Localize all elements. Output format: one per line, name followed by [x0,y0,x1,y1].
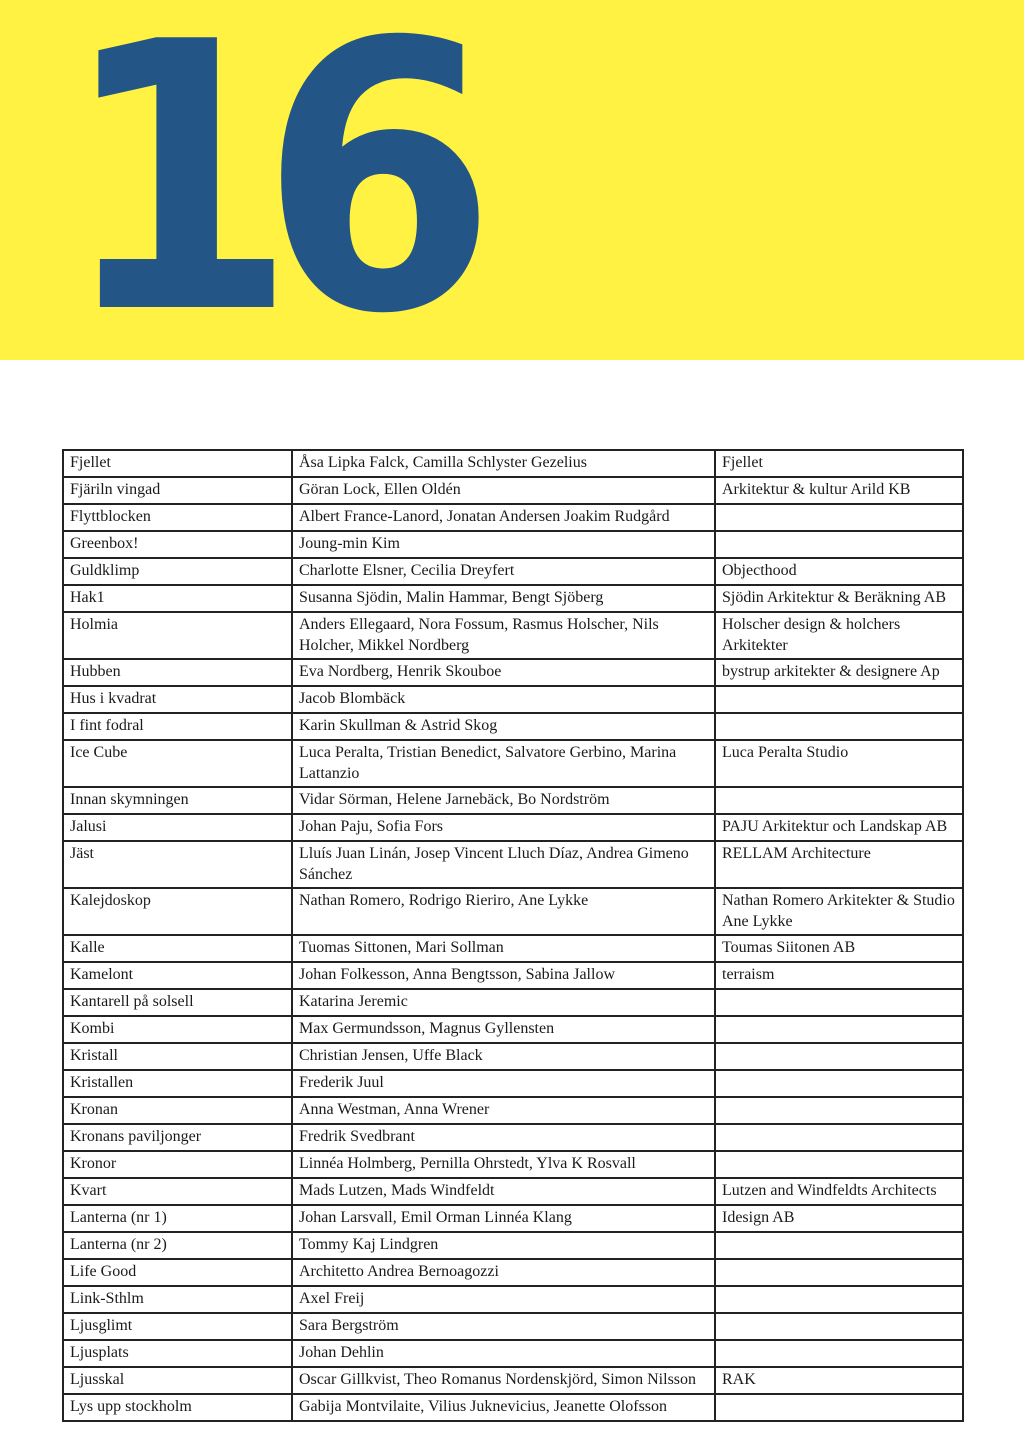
entry-name-cell: Kantarell på solsell [63,989,292,1016]
team-members-cell: Fredrik Svedbrant [292,1124,715,1151]
team-members-cell: Mads Lutzen, Mads Windfeldt [292,1178,715,1205]
table-row [63,740,963,787]
team-members-cell: Susanna Sjödin, Malin Hammar, Bengt Sjöberg [292,585,715,612]
entry-name-cell: I fint fodral [63,713,292,740]
team-members-cell: Vidar Sörman, Helene Jarnebäck, Bo Nordström [292,787,715,814]
table-row [63,1340,963,1367]
office-cell [715,1313,963,1340]
office-cell [715,1151,963,1178]
table-row [63,1205,963,1232]
team-members-cell: Joung-min Kim [292,531,715,558]
entry-name-cell: Kronans paviljonger [63,1124,292,1151]
table-row [63,612,963,659]
table-row [63,1043,963,1070]
office-cell: Luca Peralta Studio [715,740,963,787]
office-cell: Objecthood [715,558,963,585]
entry-name-cell: Lys upp stockholm [63,1394,292,1421]
table-row [63,558,963,585]
table-row [63,1367,963,1394]
entry-name-cell: Kalle [63,935,292,962]
entry-name-cell: Innan skymningen [63,787,292,814]
table-row [63,686,963,713]
entry-name-cell: Kombi [63,1016,292,1043]
table-row [63,1124,963,1151]
office-cell [715,1259,963,1286]
table-row [63,585,963,612]
team-members-cell: Axel Freij [292,1286,715,1313]
entry-name-cell: Ljusskal [63,1367,292,1394]
team-members-cell: Johan Dehlin [292,1340,715,1367]
entry-name-cell: Hak1 [63,585,292,612]
office-cell: terraism [715,962,963,989]
office-cell: Idesign AB [715,1205,963,1232]
office-cell [715,1286,963,1313]
team-members-cell: Åsa Lipka Falck, Camilla Schlyster Gezelius [292,450,715,477]
team-members-cell: Katarina Jeremic [292,989,715,1016]
office-cell [715,1232,963,1259]
office-cell [715,686,963,713]
table-row [63,1286,963,1313]
office-cell: Nathan Romero Arkitekter & Studio Ane Lykke [715,888,963,935]
entries-table-body [63,450,963,1421]
team-members-cell: Eva Nordberg, Henrik Skouboe [292,659,715,686]
team-members-cell: Anna Westman, Anna Wrener [292,1097,715,1124]
entry-name-cell: Ljusglimt [63,1313,292,1340]
entry-name-cell: Kronor [63,1151,292,1178]
entry-name-cell: Kristall [63,1043,292,1070]
table-row [63,1394,963,1421]
table-row [63,1151,963,1178]
table-row [63,1097,963,1124]
entry-name-cell: Kamelont [63,962,292,989]
table-row [63,504,963,531]
office-cell: RELLAM Architecture [715,841,963,888]
office-cell: PAJU Arkitektur och Landskap AB [715,814,963,841]
team-members-cell: Johan Paju, Sofia Fors [292,814,715,841]
office-cell: Sjödin Arkitektur & Beräkning AB [715,585,963,612]
entry-name-cell: Fjäriln vingad [63,477,292,504]
entry-name-cell: Ice Cube [63,740,292,787]
table-row [63,477,963,504]
entry-name-cell: Fjellet [63,450,292,477]
entry-name-cell: Hus i kvadrat [63,686,292,713]
table-row [63,713,963,740]
team-members-cell: Charlotte Elsner, Cecilia Dreyfert [292,558,715,585]
office-cell [715,989,963,1016]
entry-name-cell: Ljusplats [63,1340,292,1367]
team-members-cell: Gabija Montvilaite, Vilius Juknevicius, Jeanette Olofsson [292,1394,715,1421]
team-members-cell: Lluís Juan Linán, Josep Vincent Lluch Díaz, Andrea Gimeno Sánchez [292,841,715,888]
entry-name-cell: Kristallen [63,1070,292,1097]
table-row [63,787,963,814]
office-cell [715,1124,963,1151]
table-row [63,659,963,686]
office-cell [715,531,963,558]
entry-name-cell: Kalejdoskop [63,888,292,935]
office-cell: Holscher design & holchers Arkitekter [715,612,963,659]
entry-name-cell: Link-Sthlm [63,1286,292,1313]
team-members-cell: Max Germundsson, Magnus Gyllensten [292,1016,715,1043]
office-cell [715,1016,963,1043]
team-members-cell: Sara Bergström [292,1313,715,1340]
office-cell [715,504,963,531]
team-members-cell: Anders Ellegaard, Nora Fossum, Rasmus Holscher, Nils Holcher, Mikkel Nordberg [292,612,715,659]
entry-name-cell: Jäst [63,841,292,888]
table-row [63,814,963,841]
team-members-cell: Luca Peralta, Tristian Benedict, Salvatore Gerbino, Marina Lattanzio [292,740,715,787]
table-row [63,989,963,1016]
entry-name-cell: Flyttblocken [63,504,292,531]
header-banner [0,0,1024,395]
team-members-cell: Göran Lock, Ellen Oldén [292,477,715,504]
table-row [63,1232,963,1259]
team-members-cell: Architetto Andrea Bernoagozzi [292,1259,715,1286]
office-cell: bystrup arkitekter & designere Ap [715,659,963,686]
table-row [63,1070,963,1097]
office-cell: Arkitektur & kultur Arild KB [715,477,963,504]
office-cell: RAK [715,1367,963,1394]
entry-name-cell: Holmia [63,612,292,659]
team-members-cell: Nathan Romero, Rodrigo Rieriro, Ane Lykke [292,888,715,935]
entry-name-cell: Lanterna (nr 2) [63,1232,292,1259]
entry-name-cell: Greenbox! [63,531,292,558]
entry-name-cell: Lanterna (nr 1) [63,1205,292,1232]
table-row [63,935,963,962]
entry-name-cell: Jalusi [63,814,292,841]
office-cell [715,1340,963,1367]
team-members-cell: Tommy Kaj Lindgren [292,1232,715,1259]
entry-name-cell: Kronan [63,1097,292,1124]
team-members-cell: Albert France-Lanord, Jonatan Andersen Joakim Rudgård [292,504,715,531]
table-row [63,841,963,888]
office-cell [715,787,963,814]
table-row [63,1178,963,1205]
entry-name-cell: Hubben [63,659,292,686]
team-members-cell: Tuomas Sittonen, Mari Sollman [292,935,715,962]
office-cell [715,1070,963,1097]
table-row [63,888,963,935]
team-members-cell: Johan Larsvall, Emil Orman Linnéa Klang [292,1205,715,1232]
table-row [63,1016,963,1043]
table-row [63,531,963,558]
team-members-cell: Johan Folkesson, Anna Bengtsson, Sabina Jallow [292,962,715,989]
entry-name-cell: Kvart [63,1178,292,1205]
team-members-cell: Linnéa Holmberg, Pernilla Ohrstedt, Ylva K Rosvall [292,1151,715,1178]
table-row [63,1313,963,1340]
table-row [63,962,963,989]
team-members-cell: Karin Skullman & Astrid Skog [292,713,715,740]
entry-name-cell: Life Good [63,1259,292,1286]
table-row [63,1259,963,1286]
team-members-cell: Jacob Blombäck [292,686,715,713]
team-members-cell: Frederik Juul [292,1070,715,1097]
office-cell: Lutzen and Windfeldts Architects [715,1178,963,1205]
table-row [63,450,963,477]
office-cell [715,1043,963,1070]
team-members-cell: Oscar Gillkvist, Theo Romanus Nordenskjörd, Simon Nilsson [292,1367,715,1394]
office-cell: Toumas Siitonen AB [715,935,963,962]
team-members-cell: Christian Jensen, Uffe Black [292,1043,715,1070]
page-number: 16 [60,0,461,395]
office-cell [715,713,963,740]
office-cell [715,1394,963,1421]
entry-name-cell: Guldklimp [63,558,292,585]
entries-table [62,449,964,1422]
office-cell: Fjellet [715,450,963,477]
office-cell [715,1097,963,1124]
